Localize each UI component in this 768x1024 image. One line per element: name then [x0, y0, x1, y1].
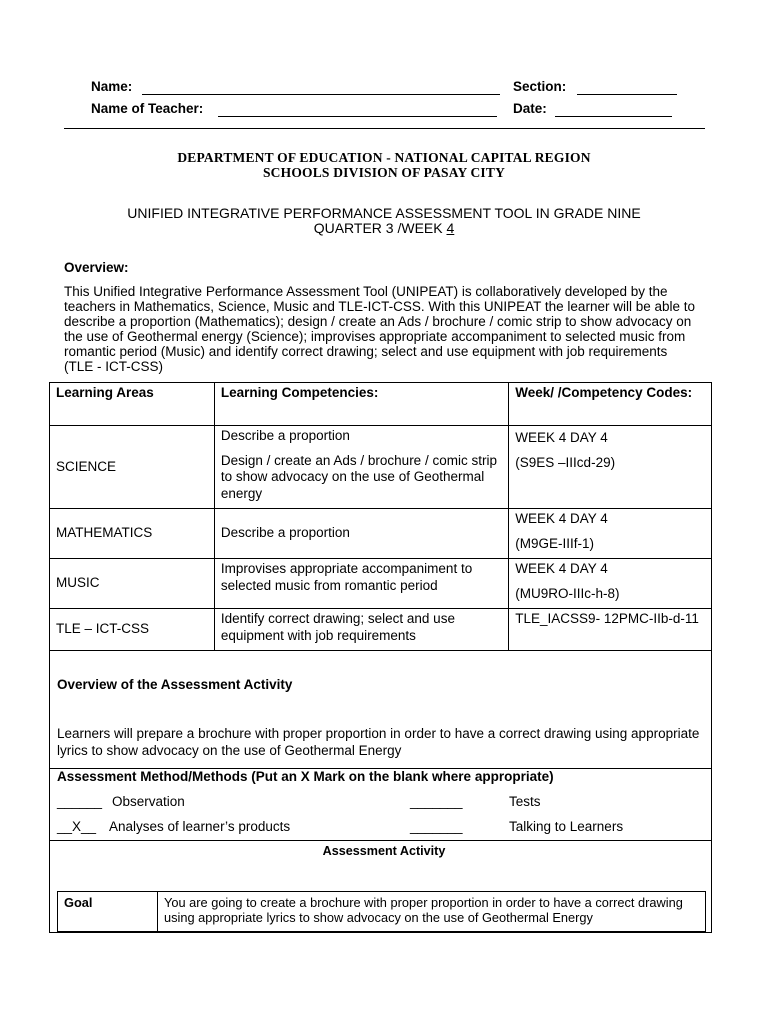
section-label: Section: — [513, 79, 567, 94]
competencies-table — [49, 382, 712, 651]
table-header-row — [50, 383, 712, 426]
tests-label: Tests — [509, 794, 541, 809]
tool-title: UNIFIED INTEGRATIVE PERFORMANCE ASSESSMENT TOOL IN GRADE NINE — [127, 205, 641, 221]
talking-blank[interactable]: _______ — [410, 819, 463, 834]
overview-line: This Unified Integrative Performance Assessment Tool (UNIPEAT) is collaboratively developed by the — [64, 284, 668, 299]
teacher-label: Name of Teacher: — [91, 101, 204, 116]
area-cell: TLE – ICT-CSS — [50, 609, 215, 651]
overview-line: (TLE - ICT-CSS) — [64, 359, 164, 374]
week-cell — [509, 509, 712, 559]
analyses-label: Analyses of learner’s products — [109, 819, 291, 834]
methods-heading: Assessment Method/Methods (Put an X Mark on the blank where appropriate) — [57, 769, 554, 784]
table-row — [50, 426, 712, 509]
overview-line: the use of Geothermal energy (Science); improvises appropriate accompaniment to selected music from — [64, 329, 686, 344]
col-header-learning-areas: Learning Areas — [50, 383, 215, 426]
section-field[interactable] — [577, 82, 677, 95]
competency-cell: Improvises appropriate accompaniment to selected music from romantic period — [214, 559, 508, 609]
name-label: Name: — [91, 79, 133, 94]
table-row — [50, 559, 712, 609]
overview-line: teachers in Mathematics, Science, Music and TLE-ICT-CSS. With this UNIPEAT the learner will be able to — [64, 299, 695, 314]
week-cell: TLE_IACSS9- 12PMC-IIb-d-11 — [509, 609, 712, 651]
division-title: SCHOOLS DIVISION OF PASAY CITY — [262, 165, 506, 180]
area-cell: MATHEMATICS — [50, 509, 215, 559]
quarter-week-label: QUARTER 3 /WEEK — [313, 220, 447, 236]
overview-line: romantic period (Music) and identify correct drawing; select and use equipment with job requirements — [64, 344, 668, 359]
code-text: (M9GE-IIIf-1) — [515, 535, 595, 551]
observation-label: Observation — [112, 794, 185, 809]
observation-blank[interactable]: ______ — [57, 794, 103, 809]
activity-heading: Assessment Activity — [322, 844, 446, 858]
week-text: WEEK 4 DAY 4 — [515, 561, 608, 576]
week-cell — [509, 426, 712, 509]
analyses-blank[interactable]: __X__ — [57, 819, 97, 834]
quarter-week — [0, 220, 768, 236]
name-field[interactable] — [142, 82, 500, 95]
competency-cell: Identify correct drawing; select and use equipment with job requirements — [214, 609, 508, 651]
code-text: (MU9RO-IIIc-h-8) — [515, 585, 620, 601]
table-row — [50, 609, 712, 651]
area-cell: MUSIC — [50, 559, 215, 609]
competency-text: Describe a proportion — [220, 428, 350, 443]
competency-cell — [214, 426, 508, 509]
goal-label: Goal — [58, 892, 158, 932]
week-text: WEEK 4 DAY 4 — [515, 430, 608, 445]
week-text: WEEK 4 DAY 4 — [515, 511, 608, 526]
col-header-week-codes: Week/ /Competency Codes: — [509, 383, 712, 426]
table-row — [50, 509, 712, 559]
goal-table — [57, 891, 706, 932]
talking-label: Talking to Learners — [509, 819, 624, 834]
overview-heading: Overview: — [64, 260, 129, 275]
week-number: 4 — [446, 220, 455, 236]
assessment-overview-text: Learners will prepare a brochure with proper proportion in order to have a correct drawing using appropriate lyrics to show advocacy on the use of Geothermal Energy — [57, 726, 700, 758]
overview-paragraph — [64, 284, 714, 374]
header-divider — [64, 128, 705, 129]
competency-text: Design / create an Ads / brochure / comic strip to show advocacy on the use of Geothermal energy — [220, 452, 497, 501]
date-label: Date: — [513, 101, 547, 116]
overview-line: describe a proportion (Mathematics); design / create an Ads / brochure / comic strip to show advocacy on — [64, 314, 692, 329]
col-header-competencies: Learning Competencies: — [214, 383, 508, 426]
code-text: (S9ES –IIIcd-29) — [515, 454, 616, 470]
competency-cell: Describe a proportion — [214, 509, 508, 559]
date-field[interactable] — [555, 104, 672, 117]
assessment-overview-heading: Overview of the Assessment Activity — [57, 677, 293, 692]
goal-text: You are going to create a brochure with proper proportion in order to have a correct drawing using appropriate lyrics to show advocacy on the use of Geothermal Energy — [158, 892, 706, 932]
tests-blank[interactable]: _______ — [410, 794, 463, 809]
week-cell — [509, 559, 712, 609]
teacher-field[interactable] — [218, 104, 497, 117]
area-cell: SCIENCE — [50, 426, 215, 509]
department-title: DEPARTMENT OF EDUCATION - NATIONAL CAPITAL REGION — [177, 150, 591, 165]
